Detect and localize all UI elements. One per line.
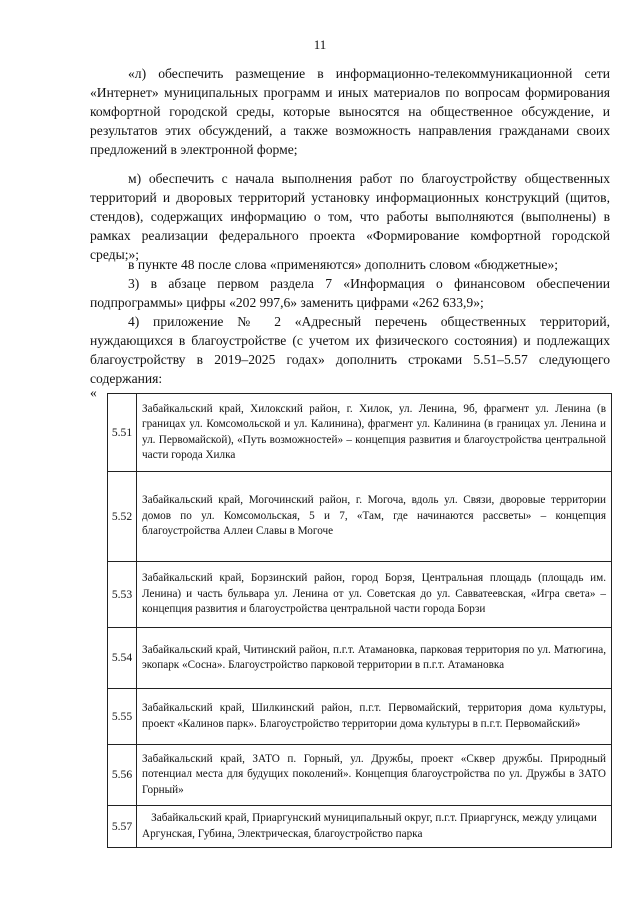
table-row xyxy=(108,806,612,848)
paragraph-4: 4) приложение № 2 «Адресный перечень общественных территорий, нуждающихся в благоустройстве (с учетом их физического состояния) и подлежащих благоустройству в 2019–2025 годах» дополнить строками 5.51–5.57 следующего содержания: xyxy=(90,314,610,387)
paragraph-l: «л) обеспечить размещение в информационно-телекоммуникационной сети «Интернет» муниципальных программ и иных материалов по вопросам формирования комфортной городской среды, которые выносятся на общественное обсуждение, и результатов этих обсуждений, а также возможность направления гражданами своих предложений в электронной форме; xyxy=(90,66,610,158)
row-number: 5.56 xyxy=(108,745,137,806)
row-number: 5.54 xyxy=(108,628,137,689)
row-text: Забайкальский край, Приаргунский муниципальный округ, п.г.т. Приаргунск, между улицами Аргунская, Губина, Электрическая, благоустройство парка xyxy=(137,806,612,848)
row-text: Забайкальский край, ЗАТО п. Горный, ул. Дружбы, проект «Сквер дружбы. Природный потенциал места для будущих поколений». Концепция благоустройства по ул. Дружбы в ЗАТО Горный» xyxy=(137,745,612,806)
row-number: 5.52 xyxy=(108,472,137,562)
table-row xyxy=(108,689,612,745)
row-number: 5.57 xyxy=(108,806,137,848)
table-row xyxy=(108,562,612,628)
paragraph-m: м) обеспечить с начала выполнения работ по благоустройству общественных территорий и дворовых территорий установку информационных конструкций (щитов, стендов), содержащих информацию о том, что работы выполняются (выполнены) в рамках реализации федерального проекта «Формирование комфортной городской среды;»; xyxy=(90,171,610,263)
paragraph-3: 3) в абзаце первом раздела 7 «Информация о финансовом обеспечении подпрограммы» цифры «202 997,6» заменить цифрами «262 633,9»; xyxy=(90,276,610,311)
territories-table xyxy=(107,393,612,848)
row-text: Забайкальский край, Шилкинский район, п.г.т. Первомайский, территория дома культуры, проект «Калинов парк». Благоустройство территории дома культуры в п.г.т. Первомайский» xyxy=(137,689,612,745)
open-quote: « xyxy=(90,385,97,400)
table-row xyxy=(108,628,612,689)
page-number: 11 xyxy=(313,37,327,52)
table-row xyxy=(108,472,612,562)
row-number: 5.53 xyxy=(108,562,137,628)
table-row xyxy=(108,745,612,806)
table-row xyxy=(108,394,612,472)
row-text: Забайкальский край, Борзинский район, город Борзя, Центральная площадь (площадь им. Ленина) и часть бульвара ул. Ленина от ул. Советская до ул. Савватеевская, «Игра света» – концепция развития и благоустройства центральной части города Борзи xyxy=(137,562,612,628)
paragraph-item-48: в пункте 48 после слова «применяются» дополнить словом «бюджетные»; xyxy=(128,257,559,272)
row-text: Забайкальский край, Хилокский район, г. Хилок, ул. Ленина, 9б, фрагмент ул. Ленина (в границах ул. Комсомольской и ул. Калинина), фрагмент ул. Калинина (в границах ул. Ленина и ул. Первомайской), «Путь возможностей» – концепция развития и благоустройства центральной части города Хилка xyxy=(137,394,612,472)
row-number: 5.55 xyxy=(108,689,137,745)
row-text: Забайкальский край, Читинский район, п.г.т. Атамановка, парковая территория по ул. Матюгина, экопарк «Сосна». Благоустройство парковой территории в п.г.т. Атамановка xyxy=(137,628,612,689)
row-number: 5.51 xyxy=(108,394,137,472)
row-text: Забайкальский край, Могочинский район, г. Могоча, вдоль ул. Связи, дворовые территории домов по ул. Комсомольская, 5 и 7, «Там, где начинаются рассветы» – концепция благоустройства Аллеи Славы в Могоче xyxy=(137,472,612,562)
